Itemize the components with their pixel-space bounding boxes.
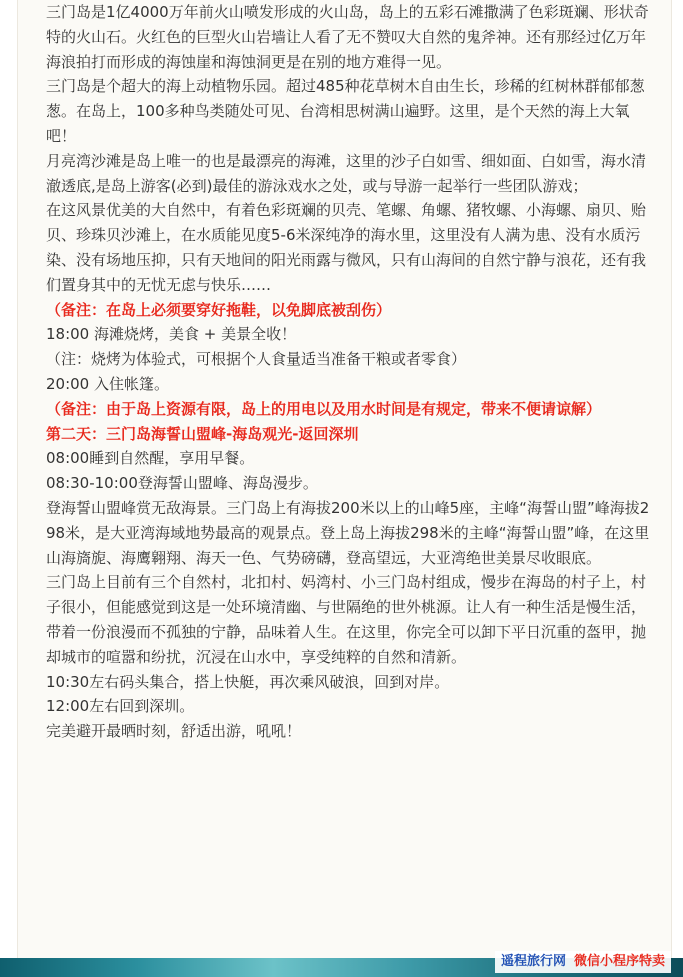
watermark-mini-program: 微信小程序特卖 [573, 954, 665, 969]
paragraph-villages: 三门岛上目前有三个自然村，北扣村、妈湾村、小三门岛村组成，慢步在海岛的村子上，村子很小，但能感觉到这是一处环境清幽、与世隔绝的世外桃源。让人有一种生活是慢生活，带着一份浪漫而不孤独的宁静，品味着人生。在这里，你完全可以卸下平日沉重的盔甲，抛却城市的喧嚣和纷扰，沉浸在山水中，享受纯粹的自然和清新。 [46, 573, 647, 666]
note-bbq: （注：烧烤为体验式，可根据个人食量适当准备干粮或者零食） [46, 350, 467, 369]
note-slippers: （备注：在岛上必须要穿好拖鞋，以免脚底被刮伤） [46, 300, 392, 319]
schedule-bbq: 18:00 海滩烧烤，美食 + 美景全收！ [46, 325, 297, 344]
article-body [46, 0, 656, 744]
schedule-tent: 20:00 入住帐篷。 [46, 374, 169, 393]
schedule-pier: 10:30左右码头集合，搭上快艇，再次乘风破浪，回到对岸。 [46, 672, 450, 691]
paragraph-moon-bay-beach: 月亮湾沙滩是岛上唯一的也是最漂亮的海滩，这里的沙子白如雪、细如面、白如雪，海水清澈透底,是岛上游客(必到)最佳的游泳戏水之处，或与导游一起举行一些团队游戏； [46, 151, 647, 195]
schedule-breakfast: 08:00睡到自然醒，享用早餐。 [46, 449, 255, 468]
watermark-site-name: 遥程旅行网 [500, 954, 566, 969]
day-two-heading: 第二天：三门岛海誓山盟峰-海岛观光-返回深圳 [46, 424, 359, 443]
paragraph-volcanic-island: 三门岛是1亿4000万年前火山喷发形成的火山岛，岛上的五彩石滩撒满了色彩斑斓、形状奇特的火山石。火红色的巨型火山岩墙让人看了无不赞叹大自然的鬼斧神。还有那经过亿万年海浪拍打而形成的海蚀崖和海蚀洞更是在别的地方难得一见。 [46, 3, 649, 71]
schedule-hike: 08:30-10:00登海誓山盟峰、海岛漫步。 [46, 474, 318, 493]
paragraph-wildlife-park: 三门岛是个超大的海上动植物乐园。超过485种花草树木自由生长，珍稀的红树林群郁郁葱葱。在岛上，100多种鸟类随处可见、台湾相思树满山遍野。这里，是个天然的海上大氧吧！ [46, 77, 645, 145]
note-utilities: （备注：由于岛上资源有限，岛上的用电以及用水时间是有规定，带来不便请谅解） [46, 399, 602, 418]
schedule-return: 12:00左右回到深圳。 [46, 697, 195, 716]
paragraph-seashells: 在这风景优美的大自然中，有着色彩斑斓的贝壳、笔螺、角螺、猪牧螺、小海螺、扇贝、贻贝、珍珠贝沙滩上，在水质能见度5-6米深纯净的海水里，这里没有人满为患、没有水质污染、没有场地压抑，只有天地间的阳光雨露与微风，只有山海间的自然宁静与浪花，还有我们置身其中的无忧无虑与快乐…… [46, 201, 647, 294]
paragraph-peak: 登海誓山盟峰赏无敌海景。三门岛上有海拔200米以上的山峰5座，主峰“海誓山盟”峰海拔298米，是大亚湾海域地势最高的观景点。登上岛上海拔298米的主峰“海誓山盟”峰，在这里山海旖旎、海鹰翱翔、海天一色、气势磅礴，登高望远，大亚湾绝世美景尽收眼底。 [46, 498, 650, 567]
watermark-badge [495, 951, 671, 973]
closing-line: 完美避开最晒时刻，舒适出游，吼吼！ [46, 722, 302, 741]
